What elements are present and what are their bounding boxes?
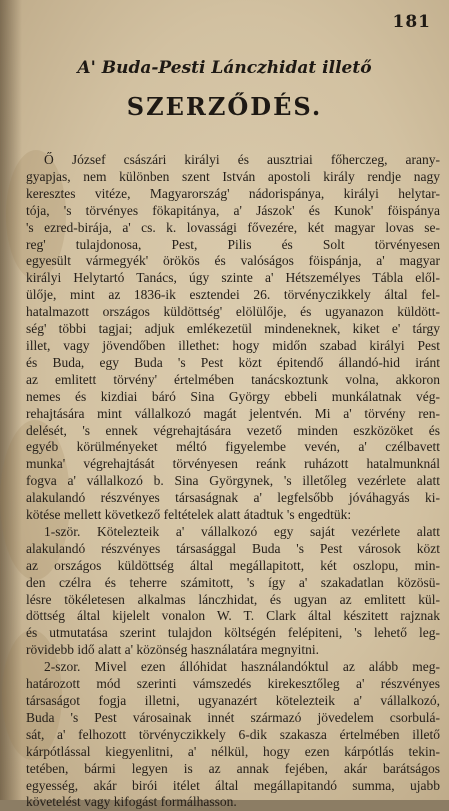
text-line: határozott mód szerinti vámszedés kirekesztőleg a' részvényes [26,676,440,692]
text-line: alakulandó részvényes társaságnak a' legfelsőbb jóváhagyás ki- [26,490,440,506]
text-line: tetében, bármi legyen is az annak fejében, akár barátságos [26,760,440,776]
text-line: az emlitett törvény' értelmében tanácskoztunk volna, akkoron [26,371,440,387]
text-line: delését, 's ennek végrehajtására vezető minden eszközöket és [26,422,440,438]
page-number: 181 [392,12,431,32]
paragraph [26,659,440,811]
text-line: alakulandó részvényes társasággal Buda 's Pest városok közt [26,540,440,556]
text-line: nemes és kizdiai báró Sina György ebbeli munkálatnak vég- [26,388,440,404]
text-line: egyesült vármegyék' örökös és valóságos föispánja, a' magyar [26,253,440,269]
text-line: lésre tökéletesen alkalmas lánczhidat, és ugyan az emlitett kül- [26,591,440,607]
text-line: reg' tulajdonosa, Pest, Pilis és Solt törvényesen [26,236,440,252]
text-line: hatalmazott országos küldöttség' elölülője, és ugyanazon küldött- [26,304,440,320]
text-line: társaságot fogja illetni, ugyanazért kötelezteik a' vállalkozó, [26,693,440,708]
text-line: és Buda, egy Buda 's Pest közt épitendő állandó-hid iránt [26,354,440,370]
text-line: egyesség, akár birói itélet által megállapitandó summa, ujabb [26,777,440,793]
text-line: munka' végrehajtását törvényesen reánk ruházott hatalmunknál [26,456,440,472]
text-line: illet, vagy jövendőben illethet: hogy midőn szabad királyi Pest [26,337,440,353]
text-line: kárpótlással kiegyenlitni, a' nélkül, hogy ezen kárpótlás tekin- [26,743,440,759]
document-body [26,152,440,811]
text-line: királyi Helytartó Tanács, úgy szinte a' Hétszemélyes Tábla elől- [26,270,440,286]
document-heading: A' Buda-Pesti Lánczhidat illető [77,58,372,78]
text-line: az országos küldöttség által megállapitott, két oszlopu, min- [26,557,440,573]
text-line: és utmutatása szerint tulajdon költségén felépiteni, 's lehető leg- [26,625,440,641]
text-line: sát, a' felhozott törvényczikkely 6-dik szakasza értelmében illető [26,726,440,742]
text-line: keresztes vitéze, Magyarország' nádorispánya, királyi helytar- [26,185,440,201]
text-line: döttség által kijelelt vonalon W. T. Clark által készitett rajznak [26,608,440,624]
text-line: Buda 's Pest városainak innét származó jövedelem csorbulá- [26,709,440,725]
document-title: SZERZŐDÉS. [126,92,323,121]
text-line: 1-ször. Kötelezteik a' vállalkozó egy saját vezérlete alatt [44,523,440,539]
text-line: ülője, mint az 1836-ik esztendei 26. törvényczikkely által fel- [26,287,440,303]
paragraph [26,524,440,659]
text-line: kötése mellett következő feltételek alatt átadtuk 's engedtük: [26,507,352,523]
text-line: tója, 's törvényes fökapitánya, a' Jászok' és Kunok' föispánya [26,202,440,218]
text-line: követelést vagy kifogást formálhasson. [26,794,237,810]
text-line: rövidebb idő alatt a' közönség használatára megnyitni. [26,642,319,658]
text-line: rehajtására mint vállalkozó magát jelentvén. Mi a' törvény ren- [26,405,440,421]
paragraph [26,152,440,524]
text-line: Ő József császári királyi és ausztriai főherczeg, arany- [44,152,440,167]
text-line: 2-szor. Mivel ezen állóhidat használandóktul az alább meg- [44,659,440,675]
text-line: den czélra és teherre számitott, 's így a' szakadatlan közösü- [26,574,440,590]
text-line: gyapjas, nem különben szent István apostoli király rendje nagy [26,168,440,184]
text-line: 's ezred-birája, a' cs. k. lovassági fővezére, két magyar lovas se- [26,219,440,235]
text-line: fogva a' vállalkozó b. Sina Györgynek, 's illetőleg vezérlete alatt [26,473,440,489]
text-line: egyéb körülményeket méltó figyelembe vevén, a' czélbavett [26,439,440,455]
text-line: ség' többi tagjai; adjuk emlékezetül mindeneknek, kiket e' tárgy [26,321,440,337]
